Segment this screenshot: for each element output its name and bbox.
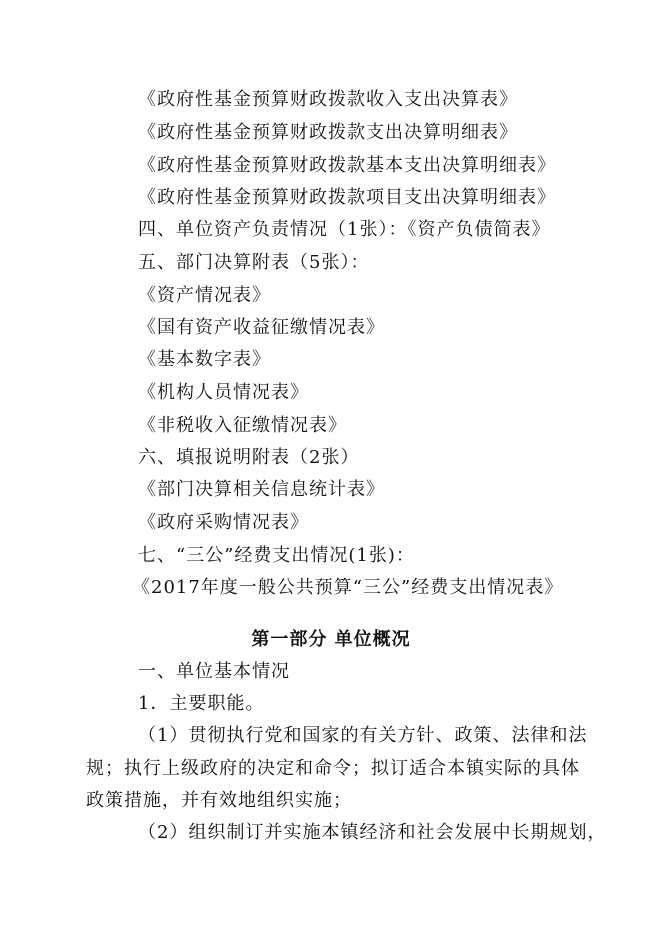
subsection-basic-info: 一、单位基本情况: [138, 661, 290, 682]
list-item-govfund-income-expense: 《政府性基金预算财政拨款收入支出决算表》: [138, 89, 518, 110]
list-item-procurement: 《政府采购情况表》: [138, 512, 309, 533]
section-six-notes: 六、填报说明附表（2张）: [138, 447, 360, 468]
paragraph-duty-1-line-1: （1）贯彻执行党和国家的有关方针、政策、法律和法: [138, 725, 588, 746]
list-item-statistics: 《部门决算相关信息统计表》: [138, 479, 385, 500]
section-four-assets: 四、单位资产负责情况（1张）：《资产负债简表》: [138, 219, 551, 240]
section-title: 第一部分 单位概况: [251, 629, 411, 650]
list-item-non-tax-revenue: 《非税收入征缴情况表》: [138, 415, 347, 436]
list-item-basic-numbers: 《基本数字表》: [138, 349, 271, 370]
paragraph-duty-1-line-3: 政策措施，并有效地组织实施；: [86, 790, 352, 811]
paragraph-duty-2-line-1: （2）组织制订并实施本镇经济和社会发展中长期规划，: [138, 822, 607, 843]
list-item-govfund-basic-expense: 《政府性基金预算财政拨款基本支出决算明细表》: [138, 155, 556, 176]
list-item-three-public-2017: 《2017年度一般公共预算“三公”经费支出情况表》: [132, 577, 564, 598]
list-item-state-asset-revenue: 《国有资产收益征缴情况表》: [138, 317, 385, 338]
subsection-main-duties: 1．主要职能。: [138, 693, 265, 714]
paragraph-duty-1-line-2: 规；执行上级政府的决定和命令；拟订适合本镇实际的具体: [86, 758, 580, 779]
list-item-staff-status: 《机构人员情况表》: [138, 382, 309, 403]
list-item-govfund-project-expense: 《政府性基金预算财政拨款项目支出决算明细表》: [138, 187, 556, 208]
section-seven-three-public: 七、“三公”经费支出情况(1张)：: [138, 545, 415, 566]
list-item-govfund-expense-detail: 《政府性基金预算财政拨款支出决算明细表》: [138, 122, 518, 143]
list-item-asset-status: 《资产情况表》: [138, 285, 271, 306]
section-five-appendix: 五、部门决算附表（5张）：: [138, 252, 370, 273]
